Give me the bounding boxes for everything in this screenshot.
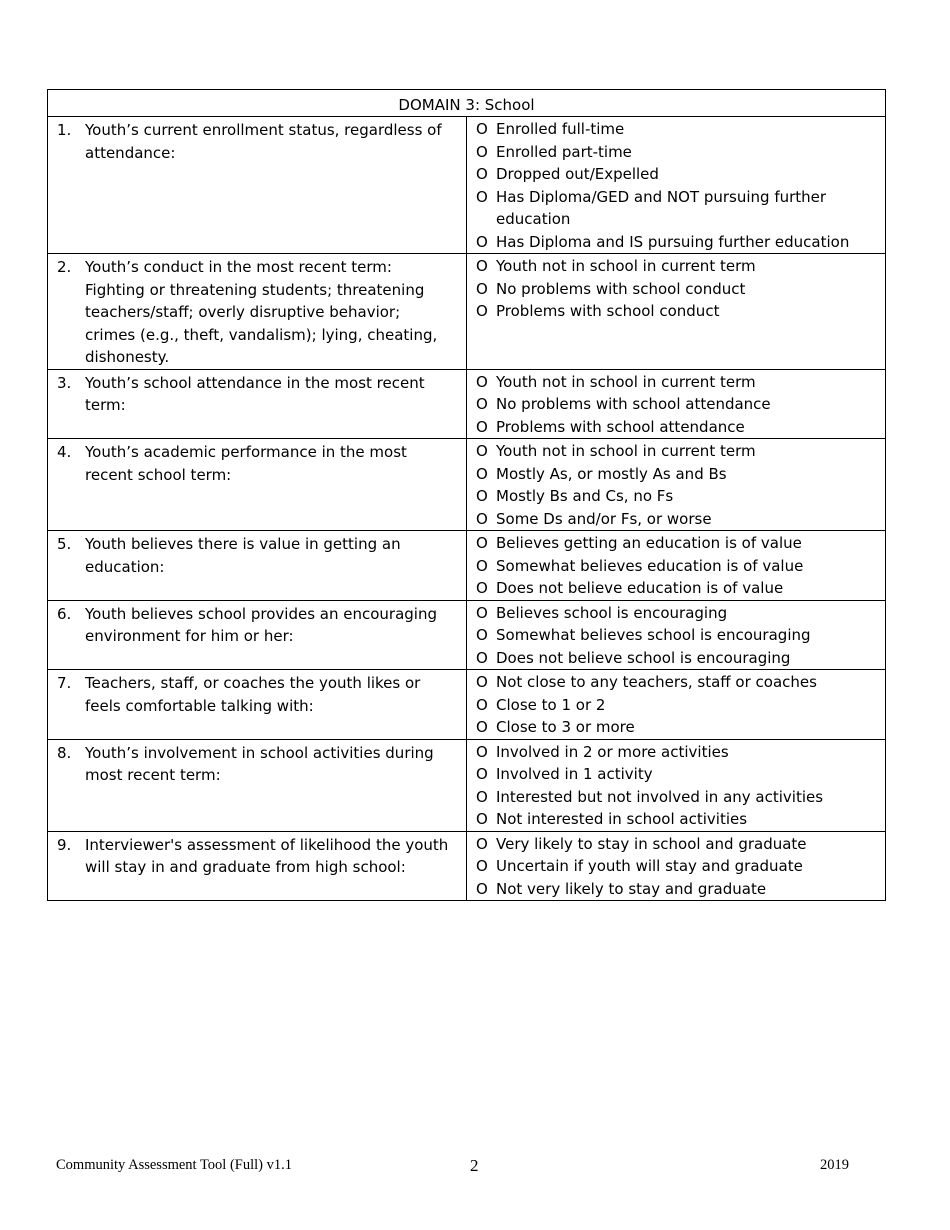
question-number: 1. — [57, 121, 72, 139]
question-row — [48, 254, 886, 370]
radio-circle-icon[interactable]: O — [476, 603, 488, 622]
question-text: Teachers, staff, or coaches the youth likes or feels comfortable talking with: — [85, 674, 421, 715]
radio-circle-icon[interactable]: O — [476, 834, 488, 853]
question-row — [48, 670, 886, 740]
answer-option[interactable] — [476, 532, 881, 555]
answer-option[interactable] — [476, 508, 881, 531]
radio-circle-icon[interactable]: O — [476, 142, 488, 161]
question-text: Youth believes there is value in getting an education: — [85, 535, 401, 576]
question-number: 6. — [57, 604, 72, 623]
answer-option-label: Very likely to stay in school and graduate — [496, 834, 807, 853]
answer-option[interactable] — [476, 878, 881, 901]
answer-option-label: Interested but not involved in any activities — [496, 787, 824, 806]
answer-option-label: Youth not in school in current term — [496, 442, 756, 460]
answer-option-label: Enrolled full-time — [496, 120, 625, 138]
radio-circle-icon[interactable]: O — [476, 579, 488, 597]
radio-circle-icon[interactable]: O — [476, 165, 488, 183]
radio-circle-icon[interactable]: O — [476, 742, 488, 761]
answer-option-label: Does not believe school is encouraging — [496, 648, 791, 667]
answer-option-label: Believes getting an education is of value — [496, 534, 802, 552]
answer-option[interactable] — [476, 371, 881, 394]
answer-option[interactable] — [476, 577, 881, 600]
answer-option[interactable] — [476, 808, 881, 831]
answer-option-label: Youth not in school in current term — [496, 257, 756, 275]
answer-option-label: Involved in 1 activity — [496, 765, 653, 783]
answer-option[interactable] — [476, 416, 881, 439]
question-number: 2. — [57, 258, 72, 276]
answer-option[interactable] — [476, 602, 881, 625]
radio-circle-icon[interactable]: O — [476, 673, 488, 691]
answer-option-label: Involved in 2 or more activities — [496, 742, 729, 761]
domain-3-table — [47, 89, 886, 901]
answer-options-cell — [467, 670, 886, 740]
question-cell — [48, 670, 467, 740]
answer-option-label: No problems with school attendance — [496, 395, 771, 413]
radio-circle-icon[interactable]: O — [476, 120, 488, 138]
radio-circle-icon[interactable]: O — [476, 626, 488, 644]
radio-circle-icon[interactable]: O — [476, 879, 488, 898]
answer-option-label: Has Diploma/GED and NOT pursuing further education — [496, 187, 827, 228]
question-row — [48, 831, 886, 901]
question-row — [48, 600, 886, 670]
question-row — [48, 369, 886, 439]
answer-option-label: Not interested in school activities — [496, 810, 748, 828]
footer-page-number: 2 — [470, 1156, 479, 1175]
answer-option[interactable] — [476, 671, 881, 694]
answer-option-label: Not close to any teachers, staff or coaches — [496, 673, 817, 691]
answer-options-cell — [467, 739, 886, 831]
radio-circle-icon[interactable]: O — [476, 464, 488, 483]
question-cell — [48, 600, 467, 670]
answer-options-cell — [467, 600, 886, 670]
answer-options-cell — [467, 439, 886, 531]
answer-option-label: Youth not in school in current term — [496, 372, 756, 391]
answer-option-label: Not very likely to stay and graduate — [496, 879, 767, 898]
table-heading-row — [48, 90, 886, 117]
radio-circle-icon[interactable]: O — [476, 417, 488, 436]
answer-option[interactable] — [476, 141, 881, 164]
answer-option[interactable] — [476, 163, 881, 186]
question-cell — [48, 531, 467, 601]
answer-option[interactable] — [476, 786, 881, 809]
answer-option-label: Does not believe education is of value — [496, 579, 784, 597]
answer-option[interactable] — [476, 741, 881, 764]
radio-circle-icon[interactable]: O — [476, 695, 488, 714]
answer-options-cell — [467, 254, 886, 370]
radio-circle-icon[interactable]: O — [476, 279, 488, 298]
question-text: Youth’s conduct in the most recent term: Fighting or threatening students; threatening teachers/staff; overly disruptive behavior; crimes (e.g., theft, vandalism); lying, cheating, dishonesty. — [85, 258, 438, 366]
question-row — [48, 117, 886, 254]
radio-circle-icon[interactable]: O — [476, 648, 488, 667]
answer-option-label: Mostly As, or mostly As and Bs — [496, 464, 727, 483]
answer-option[interactable] — [476, 833, 881, 856]
question-number: 8. — [57, 743, 72, 762]
answer-option[interactable] — [476, 463, 881, 486]
radio-circle-icon[interactable]: O — [476, 302, 488, 320]
question-cell — [48, 254, 467, 370]
footer-document-title: Community Assessment Tool (Full) v1.1 — [56, 1157, 292, 1173]
radio-circle-icon[interactable]: O — [476, 257, 488, 275]
question-number: 3. — [57, 373, 72, 392]
question-number: 7. — [57, 674, 72, 692]
question-text: Youth’s school attendance in the most recent term: — [85, 373, 425, 414]
question-row — [48, 439, 886, 531]
answer-option-label: Somewhat believes education is of value — [496, 556, 804, 575]
question-number: 9. — [57, 835, 72, 854]
question-text: Youth believes school provides an encouraging environment for him or her: — [85, 604, 437, 645]
answer-option-label: Mostly Bs and Cs, no Fs — [496, 487, 674, 505]
question-cell — [48, 369, 467, 439]
question-row — [48, 531, 886, 601]
answer-option[interactable] — [476, 300, 881, 323]
radio-circle-icon[interactable]: O — [476, 534, 488, 552]
answer-option[interactable] — [476, 763, 881, 786]
answer-option[interactable] — [476, 118, 881, 141]
answer-options-cell — [467, 369, 886, 439]
answer-option[interactable] — [476, 255, 881, 278]
answer-options-cell — [467, 531, 886, 601]
answer-option-label: Uncertain if youth will stay and graduate — [496, 857, 803, 875]
answer-option-label: Problems with school attendance — [496, 417, 745, 436]
answer-option-label: Dropped out/Expelled — [496, 165, 659, 183]
answer-option[interactable] — [476, 855, 881, 878]
answer-option-label: No problems with school conduct — [496, 279, 746, 298]
answer-option[interactable] — [476, 555, 881, 578]
radio-circle-icon[interactable]: O — [476, 810, 488, 828]
answer-option[interactable] — [476, 624, 881, 647]
answer-option[interactable] — [476, 393, 881, 416]
answer-option-label: Close to 3 or more — [496, 718, 635, 736]
question-text: Interviewer's assessment of likelihood the youth will stay in and graduate from high school: — [85, 835, 449, 876]
radio-circle-icon[interactable]: O — [476, 509, 488, 528]
question-number: 4. — [57, 443, 72, 461]
radio-circle-icon[interactable]: O — [476, 232, 488, 251]
answer-option[interactable] — [476, 278, 881, 301]
answer-option-label: Enrolled part-time — [496, 142, 632, 161]
answer-option[interactable] — [476, 186, 881, 231]
radio-circle-icon[interactable]: O — [476, 187, 488, 206]
question-cell — [48, 739, 467, 831]
question-text: Youth’s involvement in school activities during most recent term: — [85, 743, 434, 784]
domain-heading: DOMAIN 3: School — [48, 90, 886, 117]
radio-circle-icon[interactable]: O — [476, 372, 488, 391]
footer-year: 2019 — [820, 1157, 849, 1173]
answer-option[interactable] — [476, 440, 881, 463]
answer-option[interactable] — [476, 231, 881, 254]
answer-option-label: Some Ds and/or Fs, or worse — [496, 509, 712, 528]
answer-option[interactable] — [476, 694, 881, 717]
answer-option-label: Somewhat believes school is encouraging — [496, 626, 811, 644]
answer-option-label: Close to 1 or 2 — [496, 695, 606, 714]
question-number: 5. — [57, 535, 72, 553]
answer-option[interactable] — [476, 485, 881, 508]
radio-circle-icon[interactable]: O — [476, 857, 488, 875]
question-cell — [48, 831, 467, 901]
question-text: Youth’s academic performance in the most recent school term: — [85, 443, 407, 484]
answer-option-label: Problems with school conduct — [496, 302, 720, 320]
radio-circle-icon[interactable]: O — [476, 787, 488, 806]
answer-option[interactable] — [476, 647, 881, 670]
radio-circle-icon[interactable]: O — [476, 556, 488, 575]
answer-option[interactable] — [476, 716, 881, 739]
answer-option-label: Has Diploma and IS pursuing further education — [496, 232, 850, 251]
radio-circle-icon[interactable]: O — [476, 487, 488, 505]
answer-option-label: Believes school is encouraging — [496, 603, 728, 622]
radio-circle-icon[interactable]: O — [476, 442, 488, 460]
question-cell — [48, 439, 467, 531]
radio-circle-icon[interactable]: O — [476, 765, 488, 783]
answer-options-cell — [467, 831, 886, 901]
question-text: Youth’s current enrollment status, regardless of attendance: — [85, 121, 442, 162]
radio-circle-icon[interactable]: O — [476, 718, 488, 736]
question-row — [48, 739, 886, 831]
answer-options-cell — [467, 117, 886, 254]
radio-circle-icon[interactable]: O — [476, 395, 488, 413]
question-cell — [48, 117, 467, 254]
